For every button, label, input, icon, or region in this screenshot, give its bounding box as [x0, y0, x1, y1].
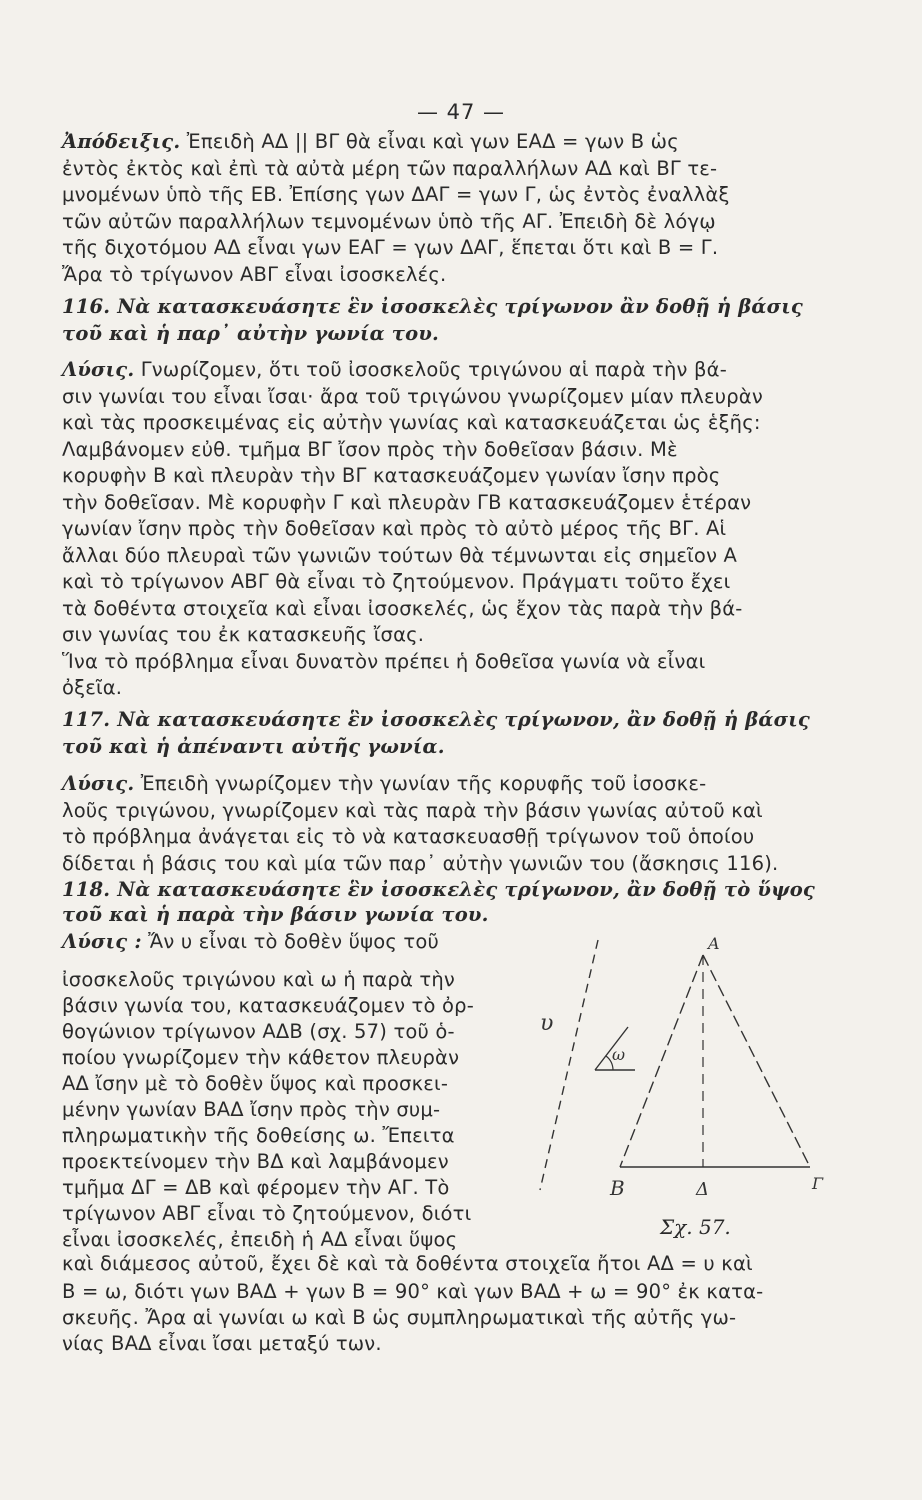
- body-text: κορυφὴν Β καὶ πλευρὰν τὴν ΒΓ κατασκευάζομεν γωνίαν ἴσην πρὸς: [62, 464, 721, 487]
- body-text: λοῦς τριγώνου, γνωρίζομεν καὶ τὰς παρὰ τὴν βάσιν γωνίας αὐτοῦ καὶ: [62, 799, 763, 822]
- side-AG: [703, 955, 810, 1167]
- body-text: ὀξεῖα.: [62, 676, 123, 699]
- body-text: βάσιν γωνία του, κατασκευάζομεν τὸ ὀρ-: [62, 994, 474, 1017]
- text-line: [62, 491, 862, 515]
- bold-heading: 117. Νὰ κατασκευάσητε ἓν ἰσοσκελὲς τρίγωνον, ἂν δοθῇ ἡ βάσις: [62, 708, 810, 731]
- body-text: σκευῆς. Ἄρα αἱ γωνίαι ω καὶ Β ὡς συμπληρωματικαὶ τῆς αὐτῆς γω-: [62, 1306, 737, 1329]
- figure-57: [520, 935, 840, 1215]
- bold-heading: τοῦ καὶ ἡ παρ᾽ αὐτὴν γωνία του.: [62, 322, 440, 345]
- body-text: προεκτείνομεν τὴν ΒΔ καὶ λαμβάνομεν: [62, 1150, 449, 1173]
- body-text: Β = ω, διότι γων ΒΑΔ + γων Β = 90° καὶ γων ΒΑΔ + ω = 90° ἐκ κατα-: [62, 1280, 764, 1303]
- text-line: [62, 1150, 507, 1174]
- label-omega: ω: [612, 1045, 626, 1064]
- text-line: [62, 852, 862, 876]
- bold-heading: Λύσις :: [62, 930, 142, 953]
- text-line: [62, 735, 862, 759]
- bold-heading: Λύσις.: [62, 772, 135, 795]
- bold-heading: τοῦ καὶ ἡ παρὰ τὴν βάσιν γωνία του.: [62, 903, 489, 926]
- body-text: θογώνιον τρίγωνον ΑΔΒ (σχ. 57) τοῦ ὁ-: [62, 1020, 455, 1043]
- body-text: Γνωρίζομεν, ὅτι τοῦ ἰσοσκελοῦς τριγώνου αἱ παρὰ τὴν βά-: [134, 358, 727, 381]
- text-line: [62, 1020, 507, 1044]
- body-text: ἄλλαι δύο πλευραὶ τῶν γωνιῶν τούτων θὰ τέμνωνται εἰς σημεῖον Α: [62, 544, 738, 567]
- text-line: [62, 1176, 507, 1200]
- body-text: τὸ πρόβλημα ἀνάγεται εἰς τὸ νὰ κατασκευασθῇ τρίγωνον τοῦ ὁποίου: [62, 825, 755, 848]
- text-line: [62, 772, 862, 796]
- body-text: καὶ τὸ τρίγωνον ΑΒΓ θὰ εἶναι τὸ ζητούμενον. Πράγματι τοῦτο ἔχει: [62, 570, 731, 593]
- triangle-diagram: [520, 935, 840, 1215]
- body-text: μνομένων ὑπὸ τῆς ΕΒ. Ἐπίσης γων ΔΑΓ = γων Γ, ὡς ἐντὸς ἐναλλὰξ: [62, 183, 730, 206]
- text-line: [62, 878, 862, 902]
- bold-heading: Ἀπόδειξις.: [62, 130, 181, 153]
- body-text: Ἵνα τὸ πρόβλημα εἶναι δυνατὸν πρέπει ἡ δοθεῖσα γωνία νὰ εἶναι: [62, 650, 706, 673]
- text-line: [62, 1072, 507, 1096]
- body-text: Ἐπειδὴ ΑΔ || ΒΓ θὰ εἶναι καὶ γων ΕΑΔ = γων Β ὡς: [180, 130, 679, 153]
- text-line: [62, 464, 862, 488]
- text-line: [62, 903, 862, 927]
- body-text: Ἄν υ εἶναι τὸ δοθὲν ὕψος τοῦ: [141, 930, 439, 953]
- text-line: [62, 1252, 862, 1276]
- body-text: καὶ τὰς προσκειμένας εἰς αὐτὴν γωνίας καὶ κατασκευάζεται ὡς ἑξῆς:: [62, 411, 761, 434]
- text-line: [62, 650, 862, 674]
- bold-heading: Λύσις.: [62, 358, 135, 381]
- body-text: τὰ δοθέντα στοιχεῖα καὶ εἶναι ἰσοσκελές, ὡς ἔχον τὰς παρὰ τὴν βά-: [62, 597, 743, 620]
- text-line: [62, 438, 862, 462]
- text-line: [62, 295, 862, 319]
- body-text: τῶν αὐτῶν παραλλήλων τεμνομένων ὑπὸ τῆς ΑΓ. Ἐπειδὴ δὲ λόγῳ: [62, 210, 716, 233]
- body-text: ἰσοσκελοῦς τριγώνου καὶ ω ἡ παρὰ τὴν: [62, 968, 456, 991]
- body-text: ΑΔ ἴσην μὲ τὸ δοθὲν ὕψος καὶ προσκει-: [62, 1072, 449, 1095]
- text-line: [62, 1098, 507, 1122]
- body-text: σιν γωνίας του ἐκ κατασκευῆς ἴσας.: [62, 623, 425, 646]
- figure-caption: Σχ. 57.: [660, 1215, 731, 1239]
- body-text: μένην γωνίαν ΒΑΔ ἴσην πρὸς τὴν συμ-: [62, 1098, 441, 1121]
- body-text: δίδεται ἡ βάσις του καὶ μία τῶν παρ᾽ αὐτὴν γωνιῶν του (ἄσκησις 116).: [62, 852, 779, 875]
- text-line: [62, 1228, 507, 1252]
- text-line: [62, 1280, 862, 1304]
- text-line: [62, 1046, 507, 1070]
- text-line: [62, 130, 862, 154]
- body-text: τῆς διχοτόμου ΑΔ εἶναι γων ΕΑΓ = γων ΔΑΓ, ἕπεται ὅτι καὶ Β = Γ.: [62, 236, 719, 259]
- text-line: [62, 1332, 862, 1356]
- body-text: εἶναι ἰσοσκελές, ἐπειδὴ ἡ ΑΔ εἶναι ὕψος: [62, 1228, 458, 1251]
- body-text: γωνίαν ἴσην πρὸς τὴν δοθεῖσαν καὶ πρὸς τὸ αὐτὸ μέρος τῆς ΒΓ. Αἱ: [62, 517, 727, 540]
- body-text: Ἐπειδὴ γνωρίζομεν τὴν γωνίαν τῆς κορυφῆς τοῦ ἰσοσκε-: [134, 772, 707, 795]
- text-line: [62, 968, 507, 992]
- bold-heading: 118. Νὰ κατασκευάσητε ἓν ἰσοσκελὲς τρίγωνον, ἂν δοθῇ τὸ ὕψος: [62, 878, 815, 901]
- text-line: [62, 411, 862, 435]
- text-line: [62, 799, 862, 823]
- bold-heading: 116. Νὰ κατασκευάσητε ἓν ἰσοσκελὲς τρίγωνον ἂν δοθῇ ἡ βάσις: [62, 295, 803, 318]
- text-line: [62, 544, 862, 568]
- body-text: τὴν δοθεῖσαν. Μὲ κορυφὴν Γ καὶ πλευρὰν ΓΒ κατασκευάζομεν ἑτέραν: [62, 491, 752, 514]
- side-AB: [620, 955, 703, 1167]
- text-line: [62, 210, 862, 234]
- body-text: ποίου γνωρίζομεν τὴν κάθετον πλευρὰν: [62, 1046, 460, 1069]
- text-line: [62, 517, 862, 541]
- text-line: [62, 1124, 507, 1148]
- text-line: [62, 676, 862, 700]
- label-G: Γ: [812, 1174, 824, 1193]
- body-text: τρίγωνον ΑΒΓ εἶναι τὸ ζητούμενον, διότι: [62, 1202, 472, 1225]
- text-line: [62, 385, 862, 409]
- height-segment-u: [540, 940, 598, 1190]
- text-line: [62, 825, 862, 849]
- page-number: — 47 —: [416, 100, 506, 124]
- body-text: καὶ διάμεσος αὐτοῦ, ἔχει δὲ καὶ τὰ δοθέντα στοιχεῖα ἤτοι ΑΔ = υ καὶ: [62, 1252, 753, 1275]
- body-text: Λαμβάνομεν εὐθ. τμῆμα ΒΓ ἴσον πρὸς τὴν δοθεῖσαν βάσιν. Μὲ: [62, 438, 678, 461]
- text-line: [62, 263, 862, 287]
- text-line: [62, 358, 862, 382]
- body-text: τμῆμα ΔΓ = ΔΒ καὶ φέρομεν τὴν ΑΓ. Τὸ: [62, 1176, 450, 1199]
- label-A: Α: [708, 935, 720, 953]
- text-line: [62, 183, 862, 207]
- text-line: [62, 994, 507, 1018]
- body-text: Ἄρα τὸ τρίγωνον ΑΒΓ εἶναι ἰσοσκελές.: [62, 263, 447, 286]
- text-line: [62, 930, 507, 954]
- body-text: σιν γωνίαι του εἶναι ἴσαι· ἄρα τοῦ τριγώνου γνωρίζομεν μίαν πλευρὰν: [62, 385, 763, 408]
- label-B: Β: [610, 1176, 625, 1200]
- text-line: [62, 623, 862, 647]
- label-u: υ: [540, 1011, 554, 1036]
- text-line: [62, 157, 862, 181]
- bold-heading: τοῦ καὶ ἡ ἀπέναντι αὐτῆς γωνία.: [62, 735, 445, 758]
- text-line: [62, 236, 862, 260]
- body-text: ἐντὸς ἐκτὸς καὶ ἐπὶ τὰ αὐτὰ μέρη τῶν παραλλήλων ΑΔ καὶ ΒΓ τε-: [62, 157, 718, 180]
- text-line: [62, 708, 862, 732]
- text-line: [62, 322, 862, 346]
- text-line: [62, 1202, 507, 1226]
- text-line: [62, 1306, 862, 1330]
- body-text: νίας ΒΑΔ εἶναι ἴσαι μεταξύ των.: [62, 1332, 382, 1355]
- label-D: Δ: [696, 1179, 709, 1200]
- text-line: [62, 597, 862, 621]
- text-line: [62, 570, 862, 594]
- body-text: πληρωματικὴν τῆς δοθείσης ω. Ἔπειτα: [62, 1124, 455, 1147]
